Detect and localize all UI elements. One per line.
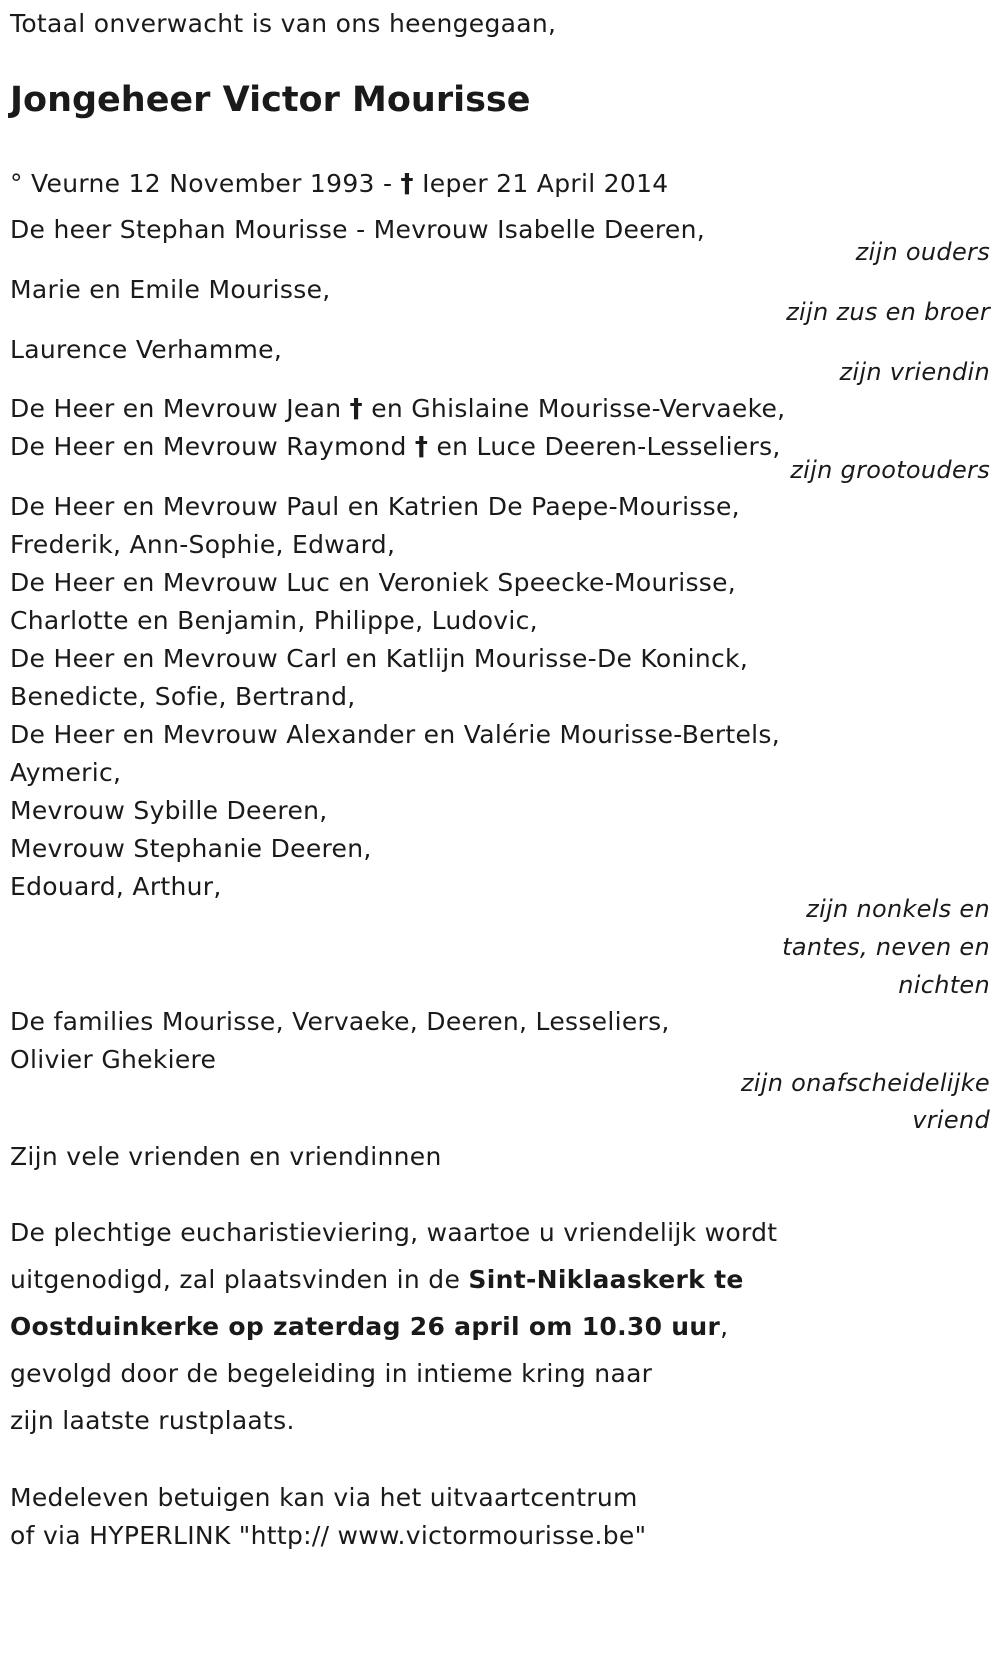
grandparents-relation: zijn grootouders bbox=[790, 456, 990, 484]
ceremony-line: zijn laatste rustplaats. bbox=[10, 1406, 295, 1435]
ceremony-line: De plechtige eucharistieviering, waartoe u vriendelijk wordt bbox=[10, 1218, 778, 1247]
siblings-names: Marie en Emile Mourisse, bbox=[10, 275, 331, 304]
ceremony-line: Oostduinkerke op zaterdag 26 april om 10.30 uur, bbox=[10, 1312, 729, 1341]
cross-icon: † bbox=[349, 394, 363, 424]
ceremony-line: gevolgd door de begeleiding in intieme kring naar bbox=[10, 1359, 653, 1388]
girlfriend-relation: zijn vriendin bbox=[839, 358, 990, 386]
obituary-document bbox=[10, 0, 990, 1654]
condolences-line: Medeleven betuigen kan via het uitvaartcentrum bbox=[10, 1483, 638, 1512]
family-line: Mevrouw Sybille Deeren, bbox=[10, 796, 328, 825]
families-line: De families Mourisse, Vervaeke, Deeren, Lesseliers, bbox=[10, 1007, 670, 1036]
family-line: Mevrouw Stephanie Deeren, bbox=[10, 834, 372, 863]
family-relation-line: tantes, neven en bbox=[782, 933, 990, 961]
family-line: De Heer en Mevrouw Carl en Katlijn Mourisse-De Koninck, bbox=[10, 644, 749, 673]
siblings-relation: zijn zus en broer bbox=[786, 298, 990, 326]
families-relation-line: zijn onafscheidelijke bbox=[740, 1069, 990, 1097]
family-line: Benedicte, Sofie, Bertrand, bbox=[10, 682, 356, 711]
grandparents-line-2: De Heer en Mevrouw Raymond † en Luce Deeren-Lesseliers, bbox=[10, 432, 781, 462]
cross-icon: † bbox=[400, 169, 414, 199]
ceremony-line: uitgenodigd, zal plaatsvinden in de Sint-Niklaaskerk te bbox=[10, 1265, 744, 1294]
life-dates bbox=[10, 168, 669, 200]
family-line: De Heer en Mevrouw Luc en Veroniek Speecke-Mourisse, bbox=[10, 568, 737, 597]
church-location: Sint-Niklaaskerk te bbox=[468, 1265, 744, 1294]
birth-date: ° Veurne 12 November 1993 - bbox=[10, 169, 393, 198]
family-line: Edouard, Arthur, bbox=[10, 872, 222, 901]
girlfriend-name: Laurence Verhamme, bbox=[10, 335, 283, 364]
families-line: Olivier Ghekiere bbox=[10, 1045, 217, 1074]
families-relation-line: vriend bbox=[912, 1106, 990, 1134]
family-relation-line: zijn nonkels en bbox=[806, 895, 990, 923]
family-line: De Heer en Mevrouw Alexander en Valérie Mourisse-Bertels, bbox=[10, 720, 781, 749]
ceremony-datetime: Oostduinkerke op zaterdag 26 april om 10.30 uur bbox=[10, 1312, 721, 1341]
condolences-link[interactable]: of via HYPERLINK "http:// www.victormourisse.be" bbox=[10, 1521, 647, 1550]
family-relation-line: nichten bbox=[898, 971, 990, 999]
friends-text: Zijn vele vrienden en vriendinnen bbox=[10, 1142, 442, 1171]
intro-text: Totaal onverwacht is van ons heengegaan, bbox=[10, 9, 557, 38]
family-line: De Heer en Mevrouw Paul en Katrien De Paepe-Mourisse, bbox=[10, 492, 740, 521]
death-date: Ieper 21 April 2014 bbox=[422, 169, 669, 198]
family-line: Frederik, Ann-Sophie, Edward, bbox=[10, 530, 396, 559]
grandparents-line-1: De Heer en Mevrouw Jean † en Ghislaine Mourisse-Vervaeke, bbox=[10, 394, 786, 424]
parents-names: De heer Stephan Mourisse - Mevrouw Isabelle Deeren, bbox=[10, 215, 705, 244]
parents-relation: zijn ouders bbox=[855, 238, 990, 266]
family-line: Aymeric, bbox=[10, 758, 122, 787]
cross-icon: † bbox=[414, 432, 429, 462]
deceased-name: Jongeheer Victor Mourisse bbox=[10, 80, 531, 120]
family-line: Charlotte en Benjamin, Philippe, Ludovic, bbox=[10, 606, 538, 635]
